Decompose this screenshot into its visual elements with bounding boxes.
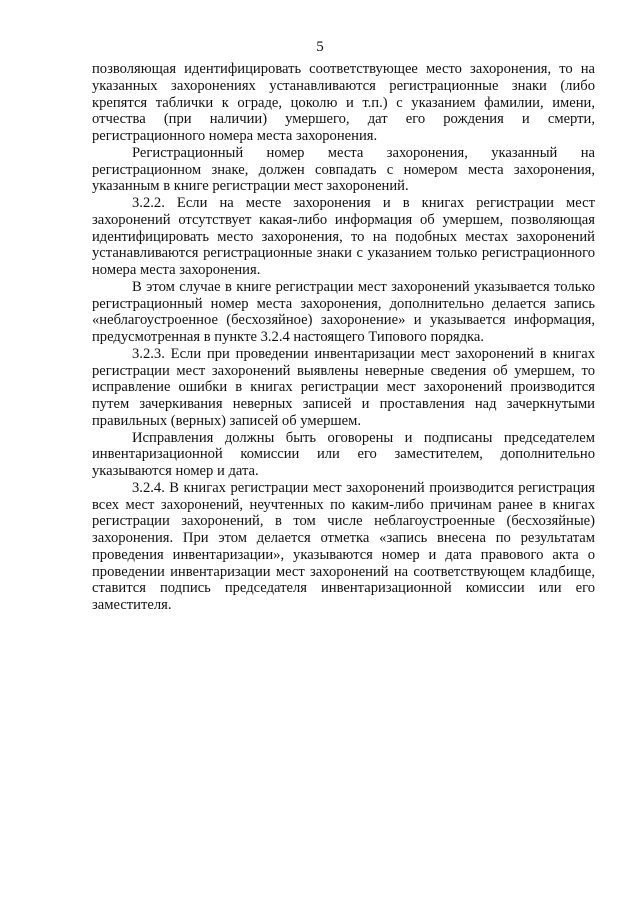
paragraph-3-2-3: 3.2.3. Если при проведении инвентаризации мест захоронений в книгах регистрации мест захоронений выявлены неверные сведения об умершем, то исправление ошибки в книгах регистрации мест захоронений производится путем зачеркивания неверных записей и проставления над зачеркнутыми правильных (верных) записей об умершем. xyxy=(92,345,595,429)
document-body xyxy=(92,61,595,614)
paragraph: позволяющая идентифицировать соответствующее место захоронения, то на указанных захоронениях устанавливаются регистрационные знаки (либо крепятся таблички к ограде, цоколю и т.п.) с указанием фамилии, имени, отчества (при наличии) умершего, дат его рождения и смерти, регистрационного номера места захоронения. xyxy=(92,61,595,144)
paragraph: В этом случае в книге регистрации мест захоронений указывается только регистрационный номер места захоронения, дополнительно делается запись «неблагоустроенное (бесхозяйное) захоронение» и указывается информация, предусмотренная в пункте 3.2.4 настоящего Типового порядка. xyxy=(92,278,595,345)
page-number: 5 xyxy=(316,39,324,55)
paragraph: Исправления должны быть оговорены и подписаны председателем инвентаризационной комиссии или его заместителем, дополнительно указываются номер и дата. xyxy=(92,429,595,479)
paragraph: Регистрационный номер места захоронения, указанный на регистрационном знаке, должен совпадать с номером места захоронения, указанным в книге регистрации мест захоронений. xyxy=(92,144,595,195)
paragraph-3-2-2: 3.2.2. Если на месте захоронения и в книгах регистрации мест захоронений отсутствует какая-либо информация об умершем, позволяющая идентифицировать место захоронения, то на подобных местах захоронений устанавливаются регистрационные знаки с указанием только регистрационного номера места захоронения. xyxy=(92,195,595,278)
paragraph-3-2-4: 3.2.4. В книгах регистрации мест захоронений производится регистрация всех мест захоронений, неучтенных по каким-либо причинам ранее в книгах регистрации захоронений, в том числе неблагоустроенные (бесхозяйные) захоронения. При этом делается отметка «запись внесена по результатам проведения инвентаризации», указываются номер и дата правового акта о проведении инвентаризации мест захоронений на соответствующем кладбище, ставится подпись председателя инвентаризационной комиссии или его заместителя. xyxy=(92,479,595,613)
